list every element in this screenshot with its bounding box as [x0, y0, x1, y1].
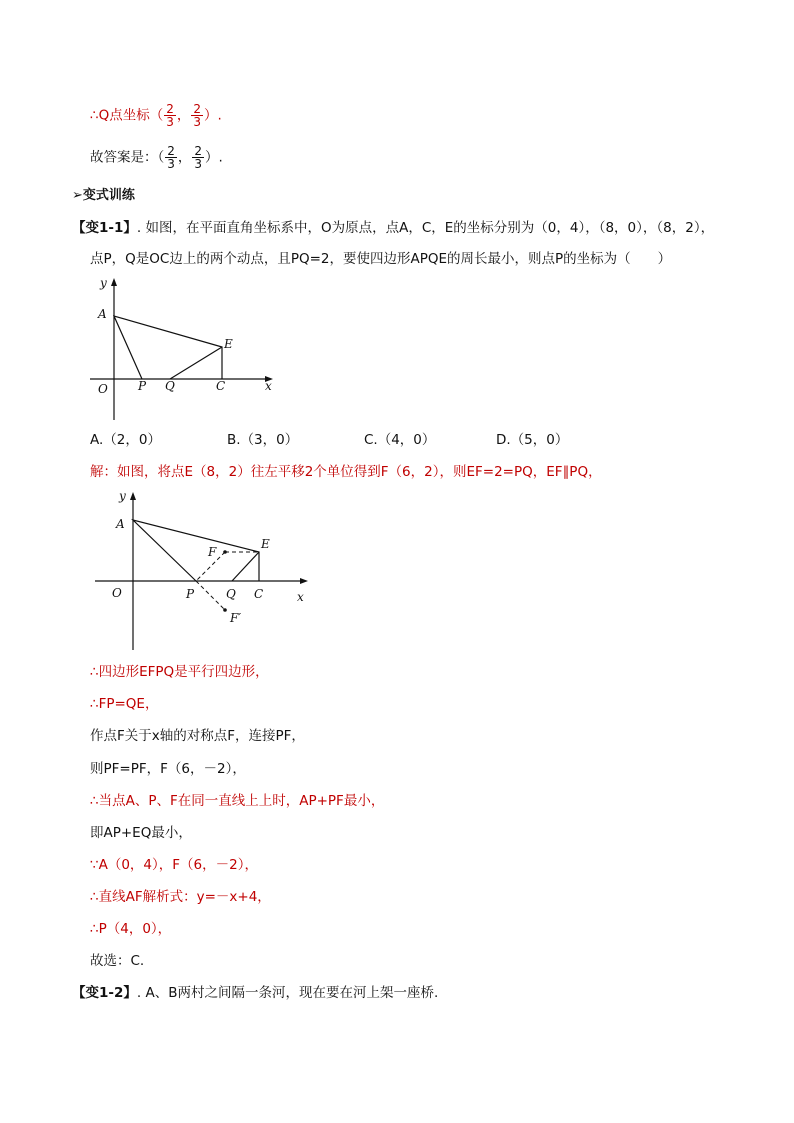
label-p: P: [186, 587, 195, 601]
y-axis-arrow: [130, 492, 136, 500]
segment-pq: [170, 347, 222, 379]
fraction: [191, 103, 203, 128]
label-y: y: [119, 489, 126, 503]
solution-step-10: 故选：C.: [90, 953, 145, 969]
numerator: 2: [166, 102, 174, 116]
fraction: [192, 145, 204, 170]
label-e: E: [224, 337, 233, 351]
answer-prefix: 故答案是：（: [90, 149, 165, 166]
numerator: 2: [194, 144, 203, 158]
label-q: Q: [226, 587, 236, 601]
next-problem-line: [72, 983, 438, 1003]
q-coordinate-line: [90, 103, 222, 128]
q-coord-suffix: ）.: [204, 107, 222, 124]
numerator: 2: [167, 144, 175, 158]
denominator: 3: [194, 157, 203, 171]
label-x: x: [265, 379, 272, 393]
fraction: [165, 145, 177, 170]
label-c: C: [216, 379, 226, 393]
label-f-prime: F′: [230, 611, 242, 625]
solution-step-2: ∴FP=QE，: [90, 696, 159, 712]
label-c: C: [254, 587, 264, 601]
label-x: x: [297, 590, 304, 604]
solution-step-7: ∵A（0，4），F（6，－2），: [90, 857, 258, 873]
solution-step-3: 作点F关于x轴的对称点F，连接PF，: [90, 728, 305, 744]
next-problem-text: . A、B两村之间隔一条河，现在要在河上架一座桥.: [136, 985, 439, 1001]
label-p: P: [138, 379, 147, 393]
next-problem-tag: 【变1-2】: [72, 985, 137, 1001]
option-a[interactable]: A.（2，0）: [90, 432, 161, 448]
label-e: E: [261, 537, 270, 551]
label-a: A: [116, 517, 125, 531]
solution-step-5: ∴当点A、P、F在同一直线上上时，AP+PF最小，: [90, 793, 385, 809]
point-f: [223, 550, 227, 554]
label-q: Q: [165, 379, 175, 393]
problem-line-2: 点P，Q是OC边上的两个动点，且PQ=2，要使四边形APQE的周长最小，则点P的坐标为（ ）: [90, 251, 672, 267]
problem-line-1: [72, 218, 714, 238]
label-f: F: [208, 545, 217, 559]
denominator: 3: [167, 157, 175, 171]
numerator: 2: [193, 102, 201, 116]
answer-suffix: ）.: [205, 149, 223, 166]
denominator: 3: [193, 115, 201, 129]
solution-step-8: ∴直线AF解析式：y=－x+4，: [90, 889, 271, 905]
option-b[interactable]: B.（3，0）: [227, 432, 299, 448]
solution-step-4: 则PF=PF，F（6，－2），: [90, 761, 246, 777]
answer-line: [90, 145, 223, 170]
q-coord-prefix: ∴Q点坐标（: [90, 107, 164, 124]
figure-1: [90, 272, 290, 422]
label-o: O: [98, 382, 108, 396]
label-o: O: [112, 586, 122, 600]
fraction: [164, 103, 176, 128]
x-axis-arrow: [300, 578, 308, 584]
label-a: A: [98, 307, 107, 321]
denominator: 3: [166, 115, 174, 129]
quadrilateral-path: [114, 316, 222, 379]
label-y: y: [100, 276, 107, 290]
solution-step-1: ∴四边形EFPQ是平行四边形，: [90, 664, 269, 680]
solution-intro: 解：如图，将点E（8，2）往左平移2个单位得到F（6，2），则EF=2=PQ，EF∥PQ，: [90, 464, 602, 480]
option-d[interactable]: D.（5，0）: [496, 432, 569, 448]
y-axis-arrow: [111, 278, 117, 286]
separator: ，: [176, 107, 191, 124]
problem-tag: 【变1-1】: [72, 220, 137, 236]
option-c[interactable]: C.（4，0）: [364, 432, 436, 448]
separator: ，: [177, 149, 192, 166]
section-heading: ➢变式训练: [72, 188, 135, 203]
segment-pfprime-dashed: [196, 581, 225, 610]
solution-step-6: 即AP+EQ最小，: [90, 825, 192, 841]
point-fprime: [223, 608, 227, 612]
figure-2: [90, 488, 330, 658]
options-row: [90, 430, 690, 450]
solution-step-9: ∴P（4，0），: [90, 921, 172, 937]
segment-qe: [232, 552, 259, 581]
problem-text-1: . 如图，在平面直角坐标系中，O为原点，点A，C，E的坐标分别为（0，4），（8，0），（8，2），: [136, 220, 715, 236]
